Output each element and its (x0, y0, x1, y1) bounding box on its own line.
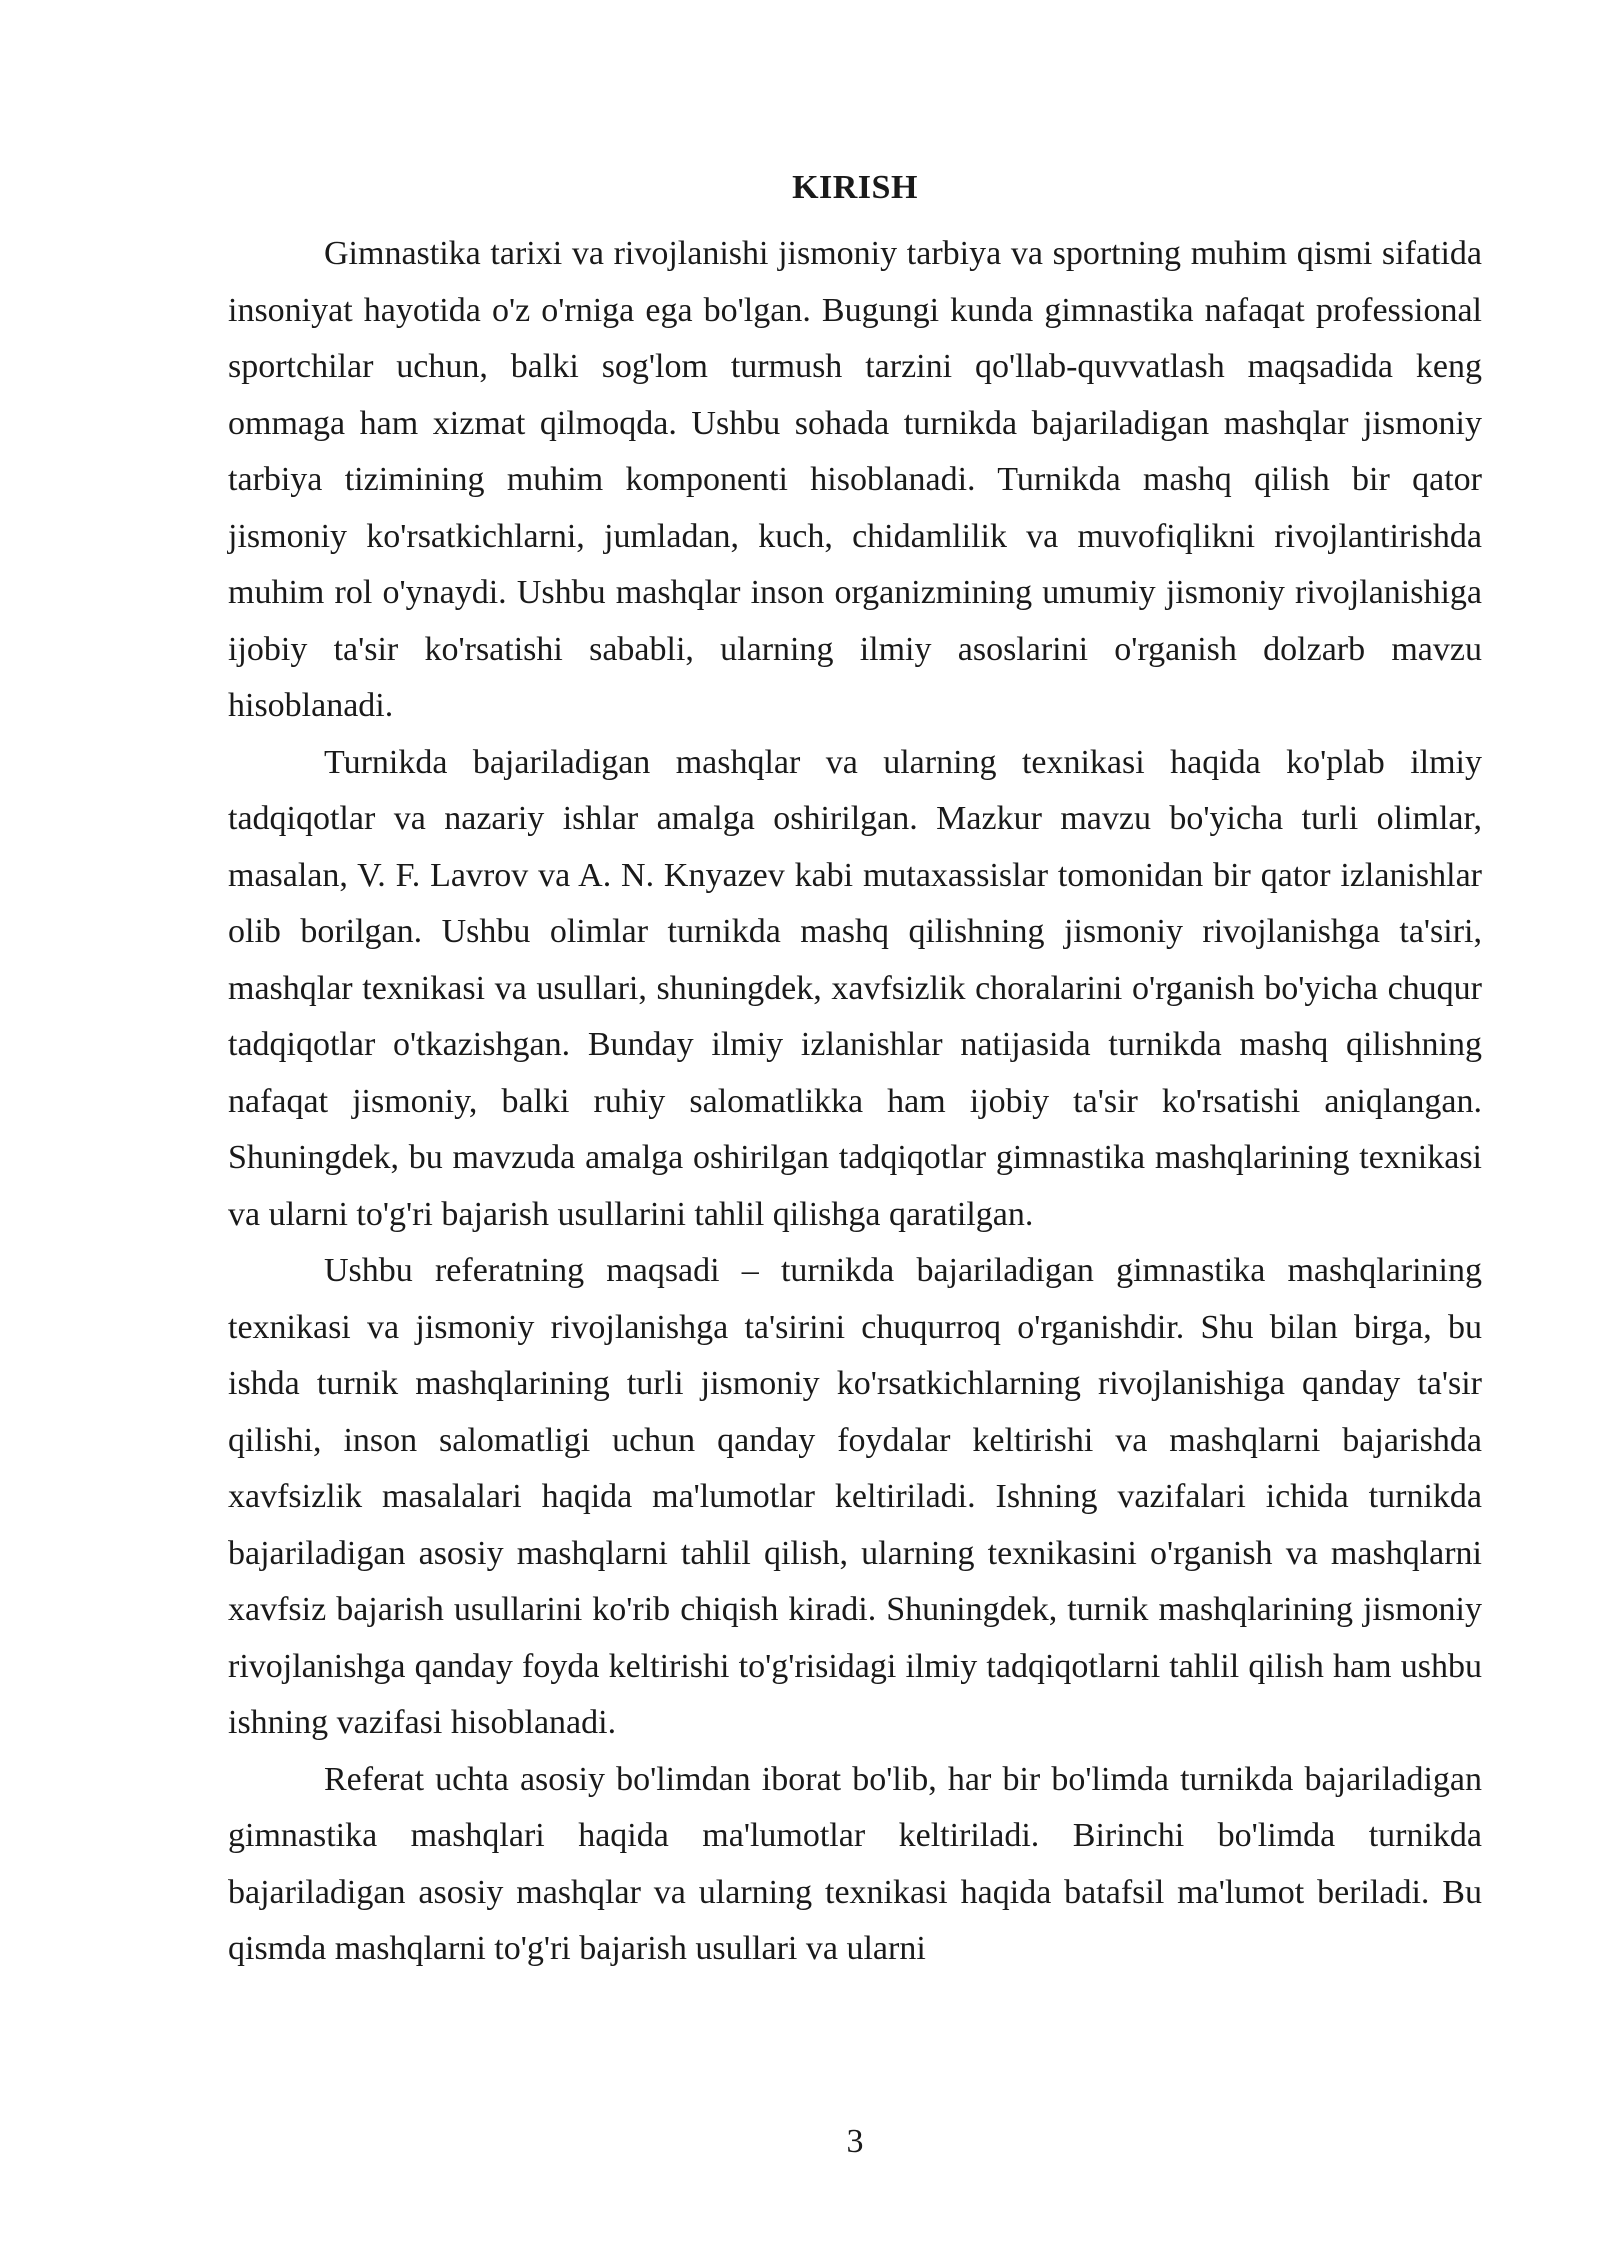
paragraph-1: Gimnastika tarixi va rivojlanishi jismoniy tarbiya va sportning muhim qismi sifatida insoniyat hayotida o'z o'rniga ega bo'lgan. Bugungi kunda gimnastika nafaqat professional sportchilar uchun, balki sog'lom turmush tarzini qo'llab-quvvatlash maqsadida keng ommaga ham xizmat qilmoqda. Ushbu sohada turnikda bajariladigan mashqlar jismoniy tarbiya tizimining muhim komponenti hisoblanadi. Turnikda mashq qilish bir qator jismoniy ko'rsatkichlarni, jumladan, kuch, chidamlilik va muvofiqlikni rivojlantirishda muhim rol o'ynaydi. Ushbu mashqlar inson organizmining umumiy jismoniy rivojlanishiga ijobiy ta'sir ko'rsatishi sababli, ularning ilmiy asoslarini o'rganish dolzarb mavzu hisoblanadi. (228, 235, 1482, 724)
paragraph-3: Ushbu referatning maqsadi – turnikda bajariladigan gimnastika mashqlarining texnikasi va jismoniy rivojlanishga ta'sirini chuqurroq o'rganishdir. Shu bilan birga, bu ishda turnik mashqlarining turli jismoniy ko'rsatkichlarning rivojlanishiga qanday ta'sir qilishi, inson salomatligi uchun qanday foydalar keltirishi va mashqlarni bajarishda xavfsizlik masalalari haqida ma'lumotlar keltiriladi. Ishning vazifalari ichida turnikda bajariladigan asosiy mashqlarni tahlil qilish, ularning texnikasini o'rganish va mashqlarni xavfsiz bajarish usullarini ko'rib chiqish kiradi. Shuningdek, turnik mashqlarining jismoniy rivojlanishga qanday foyda keltirishi to'g'risidagi ilmiy tadqiqotlarni tahlil qilish ham ushbu ishning vazifasi hisoblanadi. (228, 1252, 1482, 1741)
paragraph-2: Turnikda bajariladigan mashqlar va ularning texnikasi haqida ko'plab ilmiy tadqiqotlar va nazariy ishlar amalga oshirilgan. Mazkur mavzu bo'yicha turli olimlar, masalan, V. F. Lavrov va A. N. Knyazev kabi mutaxassislar tomonidan bir qator izlanishlar olib borilgan. Ushbu olimlar turnikda mashq qilishning jismoniy rivojlanishga ta'siri, mashqlar texnikasi va usullari, shuningdek, xavfsizlik choralarini o'rganish bo'yicha chuqur tadqiqotlar o'tkazishgan. Bunday ilmiy izlanishlar natijasida turnikda mashq qilishning nafaqat jismoniy, balki ruhiy salomatlikka ham ijobiy ta'sir ko'rsatishi aniqlangan. Shuningdek, bu mavzuda amalga oshirilgan tadqiqotlar gimnastika mashqlarining texnikasi va ularni to'g'ri bajarish usullarini tahlil qilishga qaratilgan. (228, 743, 1482, 1233)
page-number: 3 (846, 2123, 864, 2160)
paragraph-4: Referat uchta asosiy bo'limdan iborat bo'lib, har bir bo'limda turnikda bajariladigan gimnastika mashqlari haqida ma'lumotlar keltiriladi. Birinchi bo'limda turnikda bajariladigan asosiy mashqlar va ularning texnikasi haqida batafsil ma'lumot beriladi. Bu qismda mashqlarni to'g'ri bajarish usullari va ularni (228, 1760, 1482, 1967)
page-content (228, 160, 1482, 1978)
section-title: KIRISH (792, 169, 918, 206)
